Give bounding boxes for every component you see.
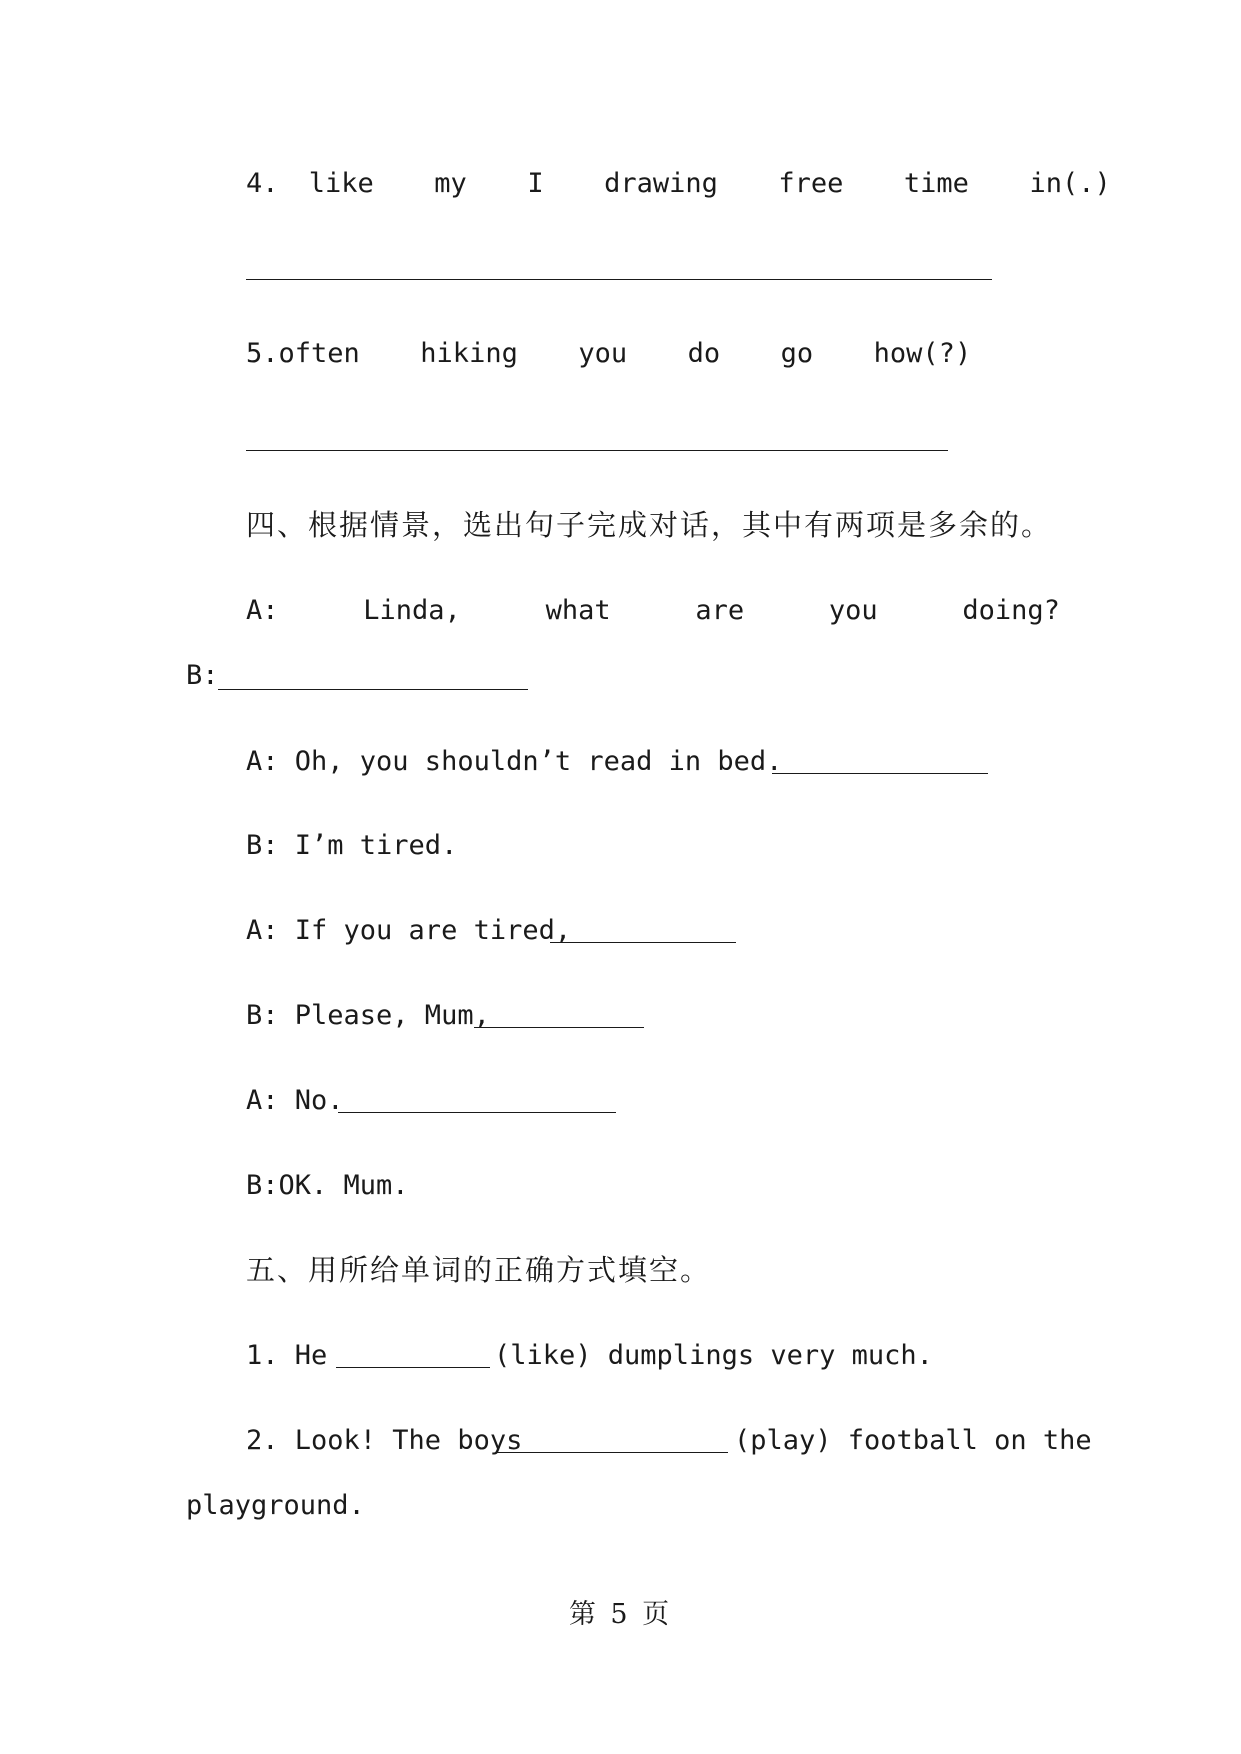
question-4-answer-line[interactable] xyxy=(246,279,992,280)
fill-q1-suffix: (like) dumplings very much. xyxy=(494,1340,933,1371)
dialogue-word: A: xyxy=(246,595,279,626)
dialogue-a2-blank[interactable] xyxy=(772,773,988,774)
dialogue-a3-text: A: If you are tired, xyxy=(246,915,572,946)
dialogue-a2-text: A: Oh, you shouldn’t read in bed. xyxy=(246,746,783,777)
dialogue-word: are xyxy=(695,595,745,626)
section-5-heading: 五、用所给单词的正确方式填空。 xyxy=(246,1253,712,1287)
dialogue-word: you xyxy=(828,595,878,626)
dialogue-b4-text: B:OK. Mum. xyxy=(246,1170,409,1201)
fill-q1-prefix: 1. He xyxy=(246,1340,328,1371)
fill-q2-blank[interactable] xyxy=(496,1452,728,1453)
fill-q2-suffix: (play) football on the xyxy=(734,1425,1092,1456)
dialogue-b3-text: B: Please, Mum, xyxy=(246,1000,490,1031)
fill-q2-continuation: playground. xyxy=(186,1490,365,1521)
fill-q2-prefix: 2. Look! The boys xyxy=(246,1425,523,1456)
dialogue-word: what xyxy=(545,595,611,626)
dialogue-b3-blank[interactable] xyxy=(474,1027,644,1028)
dialogue-a4-text: A: No. xyxy=(246,1085,344,1116)
question-5-text: 5.often hiking you do go how(?) xyxy=(246,338,972,369)
dialogue-word: Linda, xyxy=(363,595,461,626)
fill-q1-blank[interactable] xyxy=(336,1367,490,1368)
section-4-heading: 四、根据情景，选出句子完成对话，其中有两项是多余的。 xyxy=(246,508,1053,542)
dialogue-b1-label: B: xyxy=(186,660,219,691)
dialogue-b1-blank[interactable] xyxy=(218,689,528,690)
dialogue-b2-text: B: I’m tired. xyxy=(246,830,458,861)
page-number: 第 5 页 xyxy=(568,1599,673,1630)
dialogue-a3-blank[interactable] xyxy=(550,942,736,943)
dialogue-word: doing? xyxy=(962,595,1060,626)
question-4-text: 4. like my I drawing free time in(.) xyxy=(246,168,1111,199)
question-5-answer-line[interactable] xyxy=(246,450,948,451)
dialogue-a4-blank[interactable] xyxy=(338,1112,616,1113)
dialogue-line-1 xyxy=(246,594,1060,628)
